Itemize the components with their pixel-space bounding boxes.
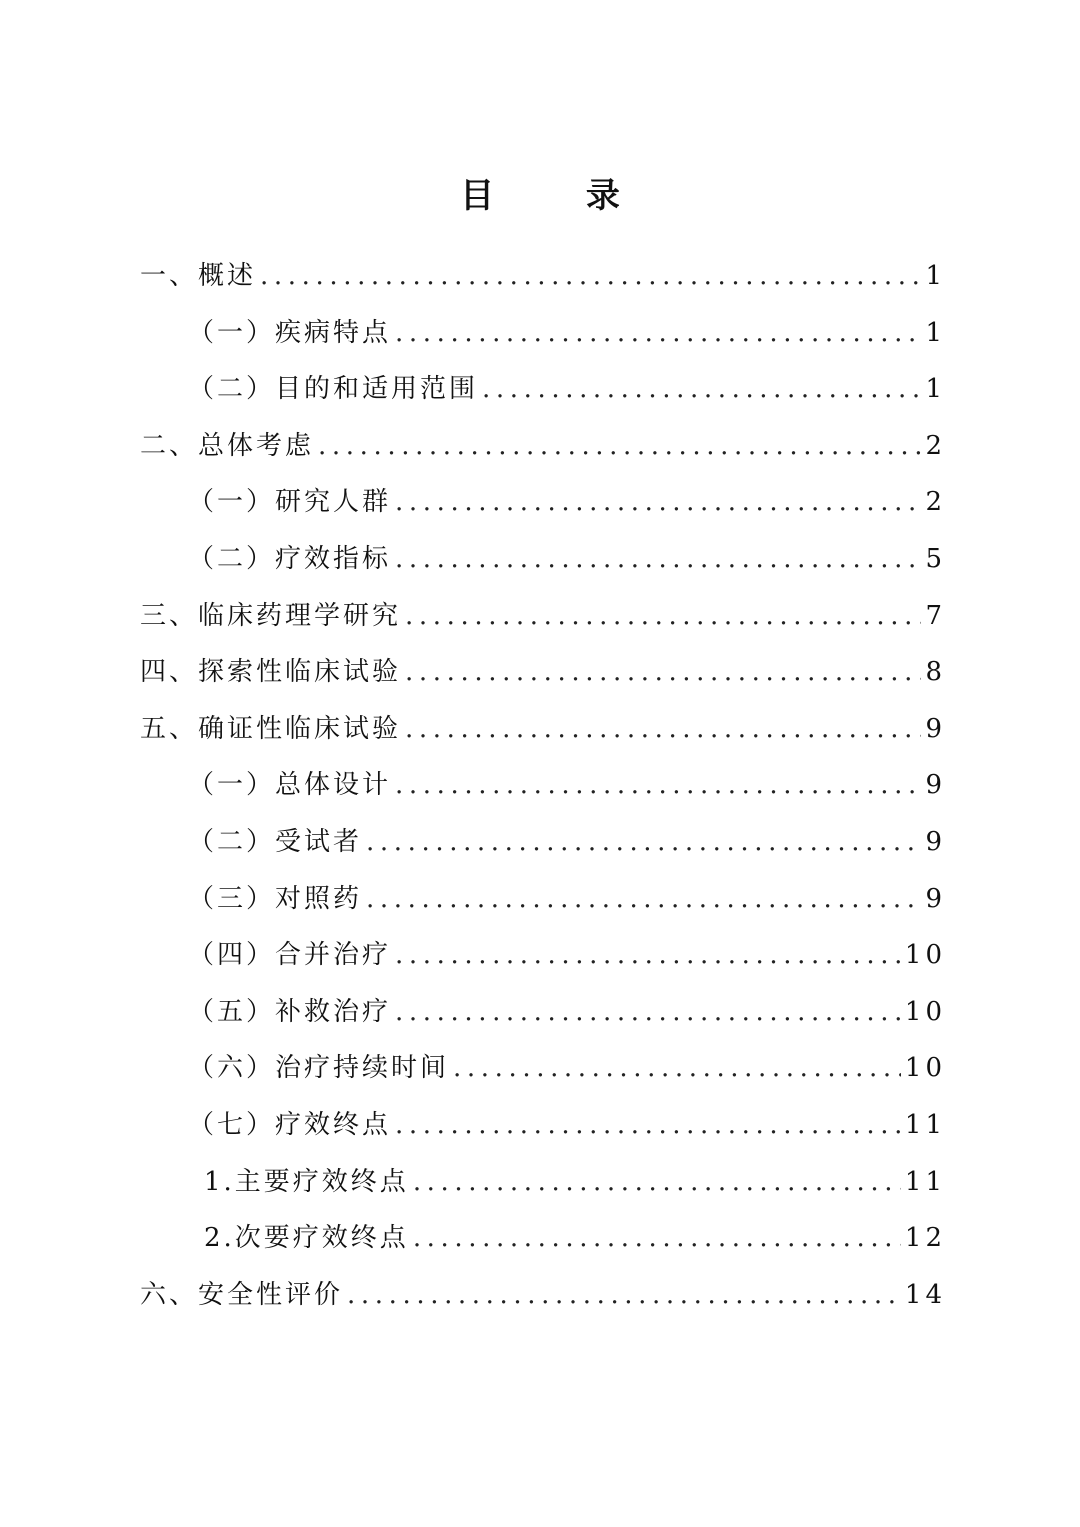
toc-entry-label: （五）补救治疗 xyxy=(188,996,392,1027)
toc-entry[interactable] xyxy=(140,927,946,984)
toc-page-number: 9 xyxy=(925,826,946,857)
toc-entry[interactable] xyxy=(140,701,946,758)
toc-dot-leader xyxy=(395,984,901,1041)
toc-page-number: 12 xyxy=(904,1223,946,1254)
toc-page-number: 9 xyxy=(925,713,946,744)
toc-entry[interactable] xyxy=(140,531,946,588)
toc-dot-leader xyxy=(260,248,921,305)
toc-entry-label: 1.主要疗效终点 xyxy=(204,1166,409,1197)
toc-page-number: 1 xyxy=(925,374,946,405)
toc-dot-leader xyxy=(453,1040,901,1097)
toc-dot-leader xyxy=(366,814,921,871)
toc-dot-leader xyxy=(405,701,921,758)
toc-dot-leader xyxy=(347,1267,901,1324)
toc-page-number: 5 xyxy=(925,543,946,574)
toc-entry-label: （一）研究人群 xyxy=(188,487,392,518)
toc-page-number: 1 xyxy=(925,261,946,291)
page-title: 目 录 xyxy=(460,176,660,216)
toc-entry-label: （七）疗效终点 xyxy=(188,1109,392,1140)
toc-entry[interactable] xyxy=(140,361,946,418)
toc-page-number: 2 xyxy=(925,430,946,461)
toc-dot-leader xyxy=(395,757,921,814)
toc-entry[interactable] xyxy=(140,474,946,531)
toc-entry-label: 2.次要疗效终点 xyxy=(204,1223,409,1254)
toc-entry[interactable] xyxy=(140,248,946,305)
table-of-contents xyxy=(140,248,946,1323)
toc-dot-leader xyxy=(413,1154,901,1211)
toc-entry-label: （二）受试者 xyxy=(188,826,363,857)
toc-dot-leader xyxy=(318,418,921,475)
toc-page-number: 9 xyxy=(925,883,946,914)
toc-page-number: 9 xyxy=(925,770,946,801)
toc-entry-label: 五、确证性临床试验 xyxy=(140,713,402,744)
toc-entry[interactable] xyxy=(140,1154,946,1211)
toc-dot-leader xyxy=(395,531,921,588)
toc-entry-label: （四）合并治疗 xyxy=(188,940,392,971)
toc-dot-leader xyxy=(405,588,921,645)
toc-page-number: 11 xyxy=(904,1109,946,1140)
toc-entry[interactable] xyxy=(140,757,946,814)
toc-entry[interactable] xyxy=(140,588,946,645)
toc-dot-leader xyxy=(395,305,921,362)
toc-entry[interactable] xyxy=(140,1267,946,1324)
toc-entry[interactable] xyxy=(140,1210,946,1267)
toc-entry-label: （一）疾病特点 xyxy=(188,317,392,348)
toc-page-number: 2 xyxy=(925,487,946,518)
toc-entry-label: （一）总体设计 xyxy=(188,770,392,801)
toc-dot-leader xyxy=(395,1097,901,1154)
toc-page-number: 10 xyxy=(904,996,946,1027)
toc-entry-label: （二）目的和适用范围 xyxy=(188,374,479,405)
toc-entry[interactable] xyxy=(140,984,946,1041)
toc-dot-leader xyxy=(395,474,921,531)
toc-entry-label: 一、概述 xyxy=(140,261,257,291)
toc-entry-label: （二）疗效指标 xyxy=(188,543,392,574)
toc-page-number: 1 xyxy=(925,317,946,348)
toc-dot-leader xyxy=(395,927,901,984)
toc-page-number: 10 xyxy=(904,1053,946,1084)
toc-entry[interactable] xyxy=(140,305,946,362)
toc-entry-label: （三）对照药 xyxy=(188,883,363,914)
toc-entry-label: 四、探索性临床试验 xyxy=(140,657,402,688)
toc-page-number: 8 xyxy=(925,657,946,688)
toc-entry[interactable] xyxy=(140,418,946,475)
toc-entry-label: （六）治疗持续时间 xyxy=(188,1053,450,1084)
toc-entry[interactable] xyxy=(140,814,946,871)
toc-entry[interactable] xyxy=(140,644,946,701)
toc-entry[interactable] xyxy=(140,1040,946,1097)
toc-page-number: 7 xyxy=(925,600,946,631)
toc-entry[interactable] xyxy=(140,871,946,928)
toc-entry[interactable] xyxy=(140,1097,946,1154)
toc-page-number: 10 xyxy=(904,940,946,971)
toc-entry-label: 三、临床药理学研究 xyxy=(140,600,402,631)
toc-entry-label: 二、总体考虑 xyxy=(140,430,315,461)
toc-dot-leader xyxy=(405,644,921,701)
toc-entry-label: 六、安全性评价 xyxy=(140,1279,344,1310)
toc-dot-leader xyxy=(482,361,921,418)
toc-dot-leader xyxy=(413,1210,901,1267)
toc-page-number: 11 xyxy=(904,1166,946,1197)
toc-page-number: 14 xyxy=(904,1279,946,1310)
toc-dot-leader xyxy=(366,871,921,928)
